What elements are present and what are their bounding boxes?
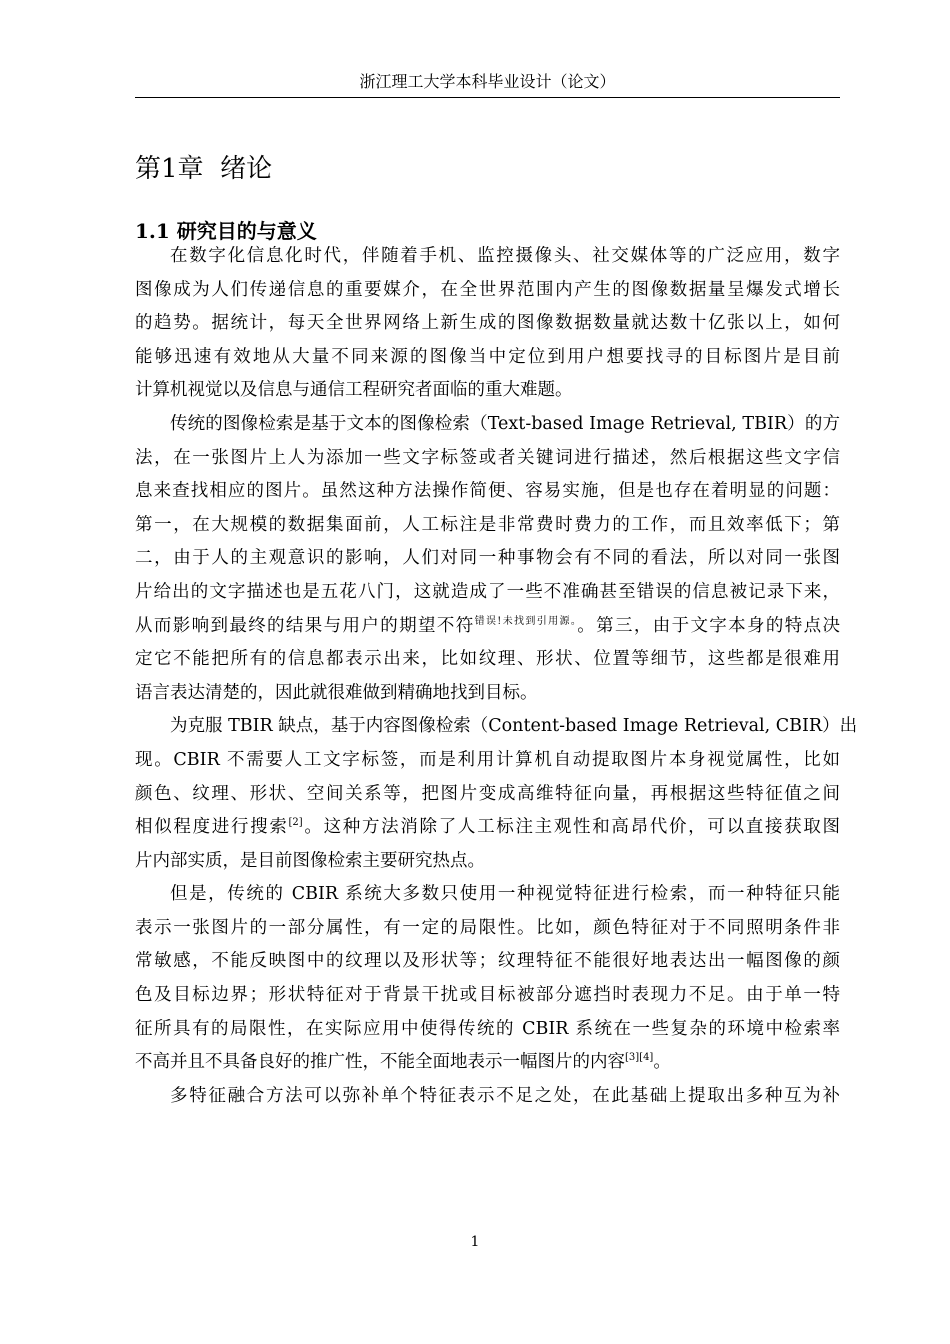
citation-marker[interactable]: [3][4] [625,1052,654,1064]
text-line: 定它不能把所有的信息都表示出来，比如纹理、形状、位置等细节，这些都是很难用 [135,649,840,670]
section-title: 1.1 研究目的与意义 [135,218,317,243]
text-line: 的趋势。据统计，每天全世界网络上新生成的图像数据数量就达数十亿张以上，如何 [135,313,840,334]
text-line: 现。CBIR 不需要人工文字标签，而是利用计算机自动提取图片本身视觉属性，比如 [135,749,840,770]
text-line: 常敏感，不能反映图中的纹理以及形状等；纹理特征不能很好地表达出一幅图像的颜 [135,951,840,972]
text-line: 在数字化信息化时代，伴随着手机、监控摄像头、社交媒体等的广泛应用，数字 [170,246,840,266]
text-segment: 不高并且不具备良好的推广性，不能全面地表示一幅图片的内容 [135,1052,625,1073]
text-line: 多特征融合方法可以弥补单个特征表示不足之处，在此基础上提取出多种互为补 [170,1085,840,1106]
citation-marker[interactable]: [2] [288,817,303,829]
text-line-with-citation [135,610,840,644]
header-divider [135,97,840,98]
text-line: 但是，传统的 CBIR 系统大多数只使用一种视觉特征进行检索，而一种特征只能 [170,884,840,905]
text-line: 表示一张图片的一部分属性，有一定的局限性。比如，颜色特征对于不同照明条件非 [135,917,840,938]
text-line: 计算机视觉以及信息与通信工程研究者面临的重大难题。 [135,380,573,401]
text-line: 第一，在大规模的数据集面前，人工标注是非常费时费力的工作，而且效率低下；第 [135,514,840,535]
text-segment: 。第三，由于文字本身的特点决 [577,615,840,636]
text-segment: 从而影响到最终的结果与用户的期望不符 [135,615,475,636]
text-line: 语言表达清楚的，因此就很难做到精确地找到目标。 [135,682,538,703]
text-segment: 。这种方法消除了人工标注主观性和高昂代价，可以直接获取图 [302,817,841,838]
running-header: 浙江理工大学本科毕业设计（论文） [359,72,616,91]
text-segment: 。 [653,1052,671,1073]
text-line: 传统的图像检索是基于文本的图像检索（Text-based Image Retrieval, TBIR）的方 [170,413,840,434]
text-line: 二，由于人的主观意识的影响，人们对同一种事物会有不同的看法，所以对同一张图 [135,548,840,569]
citation-error-marker[interactable]: 错误!未找到引用源。 [474,615,578,627]
paragraph-4 [135,878,840,1080]
text-line: 片内部实质，是目前图像检索主要研究热点。 [135,850,485,871]
text-line: 征所具有的局限性，在实际应用中使得传统的 CBIR 系统在一些复杂的环境中检索率 [135,1018,840,1039]
text-line: 片给出的文字描述也是五花八门，这就造成了一些不准确甚至错误的信息被记录下来， [135,581,840,602]
text-line-with-citation [135,811,840,845]
paragraph-1 [135,240,840,408]
text-line: 息来查找相应的图片。虽然这种方法操作简便、容易实施，但是也存在着明显的问题： [135,481,840,502]
paragraph-5 [135,1080,840,1114]
paragraph-3 [135,710,858,878]
text-line: 为克服 TBIR 缺点，基于内容图像检索（Content-based Image Retrieval, CBIR）出 [170,716,858,737]
text-line: 法，在一张图片上人为添加一些文字标签或者关键词进行描述，然后根据这些文字信 [135,447,840,468]
text-line: 颜色、纹理、形状、空间关系等，把图片变成高维特征向量，再根据这些特征值之间 [135,783,840,804]
text-line: 能够迅速有效地从大量不同来源的图像当中定位到用户想要找寻的目标图片是目前 [135,346,840,367]
text-line: 色及目标边界；形状特征对于背景干扰或目标被部分遮挡时表现力不足。由于单一特 [135,985,840,1006]
chapter-title: 第1章 绪论 [135,154,273,185]
page-number: 1 [470,1234,480,1250]
body-text [135,240,858,1113]
paragraph-2 [135,408,840,710]
text-line: 图像成为人们传递信息的重要媒介，在全世界范围内产生的图像数据量呈爆发式增长 [135,279,840,300]
text-line-with-citation [135,1046,840,1080]
text-segment: 相似程度进行搜索 [135,817,289,838]
